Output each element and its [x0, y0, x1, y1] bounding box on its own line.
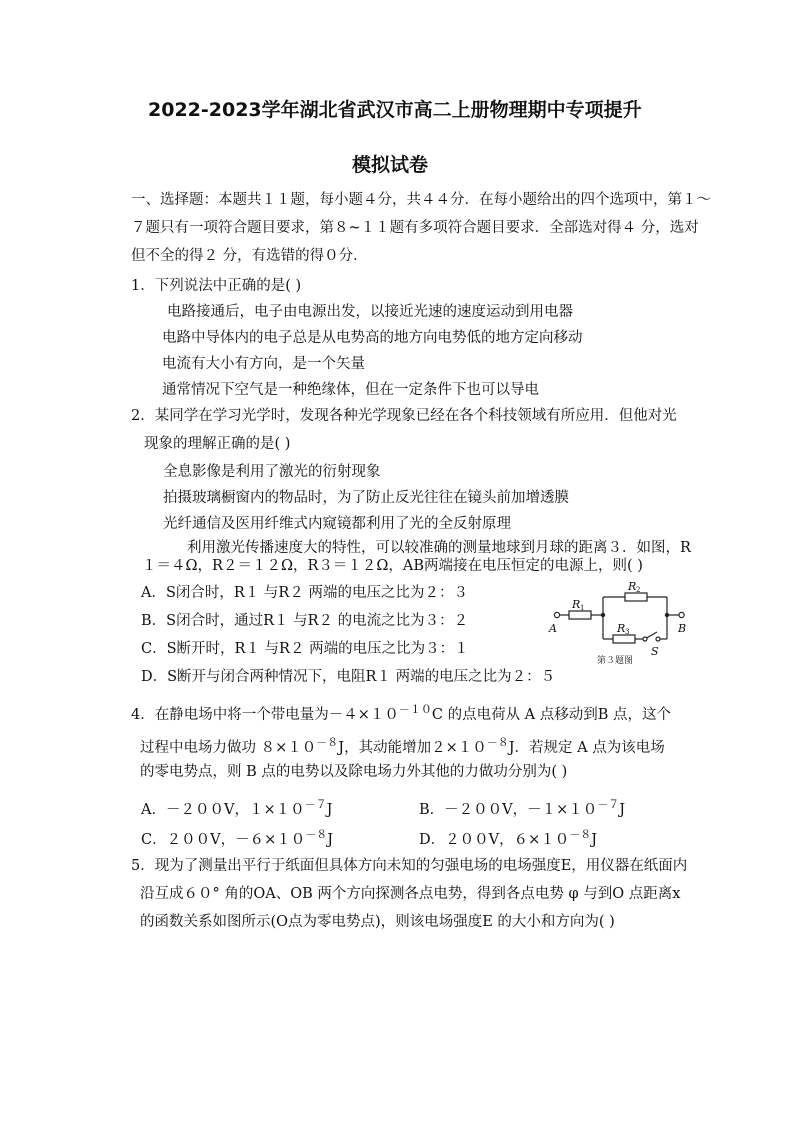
q1-option: 电路中导体内的电子总是从电势高的地方向电势低的地方定向移动: [162, 330, 583, 346]
q4-exponent: －８: [316, 736, 339, 749]
q4-option-a-text: A．－２００V，１×１０: [141, 801, 305, 818]
q4-line-1-text: 4．在静电场中将一个带电量为－４×１０: [131, 706, 399, 723]
label-r1-sub: 1: [580, 604, 585, 612]
q5-line-1: 5．现为了测量出平行于纸面但具体方向未知的匀强电场的电场强度E，用仪器在纸面内: [131, 858, 688, 874]
q4-line-1-rest: C 的点电荷从 A 点移动到B 点，这个: [431, 706, 672, 723]
q2-stem-line-2: 现象的理解正确的是( ): [144, 436, 291, 452]
q4-option-d: [419, 825, 597, 850]
q1-option: 通常情况下空气是一种绝缘体，但在一定条件下也可以导电: [162, 382, 539, 398]
terminal-b: [679, 612, 684, 617]
q4-exponent: －８: [569, 828, 592, 841]
resistor-r1: [569, 611, 591, 619]
q1-option: 电路接通后，电子由电源出发，以接近光速的速度运动到用电器: [167, 304, 573, 320]
label-r1: R: [572, 598, 581, 611]
label-r3-sub: 3: [625, 628, 630, 636]
instructions-line-3: 但不全的得２ 分，有选错的得０分．: [131, 248, 368, 264]
q2-option-q3-start: 利用激光传播速度大的特性，可以较准确的测量地球到月球的距离３．如图，R: [187, 540, 691, 556]
page-subtitle: 模拟试卷: [352, 154, 429, 176]
instructions-line-1: 一、选择题：本题共１１题，每小题４分，共４４分．在每小题给出的四个选项中，第１～: [131, 192, 711, 208]
q4-option-unit: J: [591, 831, 598, 848]
label-a: A: [549, 622, 557, 635]
q4-option-d-text: D．２００V，６×１０: [419, 831, 570, 848]
circuit-diagram: [545, 575, 695, 667]
q4-exponent: －７: [304, 798, 327, 811]
q5-line-3: 的函数关系如图所示(O点为零电势点)，则该电场强度E 的大小和方向为( ): [140, 914, 615, 930]
q4-option-c: [141, 825, 333, 850]
q4-option-unit: J: [326, 801, 333, 818]
page-title: 2022-2023学年湖北省武汉市高二上册物理期中专项提升: [148, 99, 642, 121]
q4-line-3: 的零电势点，则 B 点的电势以及除电场力外其他的力做功分别为( ): [140, 764, 568, 780]
q4-option-unit: J: [327, 831, 334, 848]
q3-option-b: B．S闭合时，通过R１ 与R２ 的电流之比为３：２: [141, 613, 469, 629]
label-r2: R: [628, 580, 637, 593]
q1-option: 电流有大小有方向，是一个矢量: [162, 356, 365, 372]
instructions-line-2: ７题只有一项符合题目要求，第８~１１题有多项符合题目要求．全部选对得４ 分，选对: [131, 220, 699, 236]
label-r3: R: [617, 622, 626, 635]
resistor-r3: [613, 635, 635, 643]
label-b: B: [678, 622, 687, 635]
label-r2-sub: 2: [636, 586, 641, 594]
q2-stem-line-1: 2．某同学在学习光学时，发现各种光学现象已经在各个科技领域有所应用．但他对光: [131, 408, 677, 424]
q4-line-2: [140, 733, 665, 758]
q4-line-2-c: J．若规定 A 点为该电场: [508, 739, 665, 756]
q3-option-a: A．S闭合时，R１ 与R２ 两端的电压之比为２：３: [141, 585, 468, 601]
q1-stem: 1．下列说法中正确的是( ): [131, 278, 302, 294]
q3-option-c: C．S断开时，R１ 与R２ 两端的电压之比为３：１: [141, 641, 469, 657]
q4-option-a: [141, 795, 332, 820]
label-s: S: [651, 645, 659, 658]
q2-option: 全息影像是利用了激光的衍射现象: [163, 464, 381, 480]
q3-stem: １＝４Ω，R２＝１２Ω，R３＝１２Ω，AB两端接在电压恒定的电源上，则( ): [142, 558, 643, 574]
q3-option-d: D．S断开与闭合两种情况下，电阻R１ 两端的电压之比为２：５: [141, 669, 556, 685]
figure-caption: 第３题图: [597, 656, 634, 666]
terminal-a: [554, 612, 559, 617]
q4-option-c-text: C．２００V，－６×１０: [141, 831, 306, 848]
q4-exponent: －８: [486, 736, 509, 749]
q4-option-unit: J: [619, 801, 626, 818]
q4-line-1: [131, 700, 671, 725]
q2-option: 光纤通信及医用纤维式内窥镜都利用了光的全反射原理: [163, 516, 511, 532]
q4-option-b-text: B．－２００V，－１×１０: [419, 801, 598, 818]
q5-line-2: 沿互成６０° 角的OA、OB 两个方向探测各点电势，得到各点电势 φ 与到O 点距离x: [140, 886, 681, 902]
q4-line-2-b: J，其动能增加２×１０: [338, 739, 487, 756]
q4-exponent: －１０: [398, 703, 432, 716]
q4-option-b: [419, 795, 625, 820]
resistor-r2: [625, 593, 647, 601]
q4-exponent: －８: [305, 828, 328, 841]
q4-exponent: －７: [597, 798, 620, 811]
q2-option: 拍摄玻璃橱窗内的物品时，为了防止反光往往在镜头前加增透膜: [163, 490, 569, 506]
q4-line-2-a: 过程中电场力做功 ８×１０: [140, 739, 317, 756]
